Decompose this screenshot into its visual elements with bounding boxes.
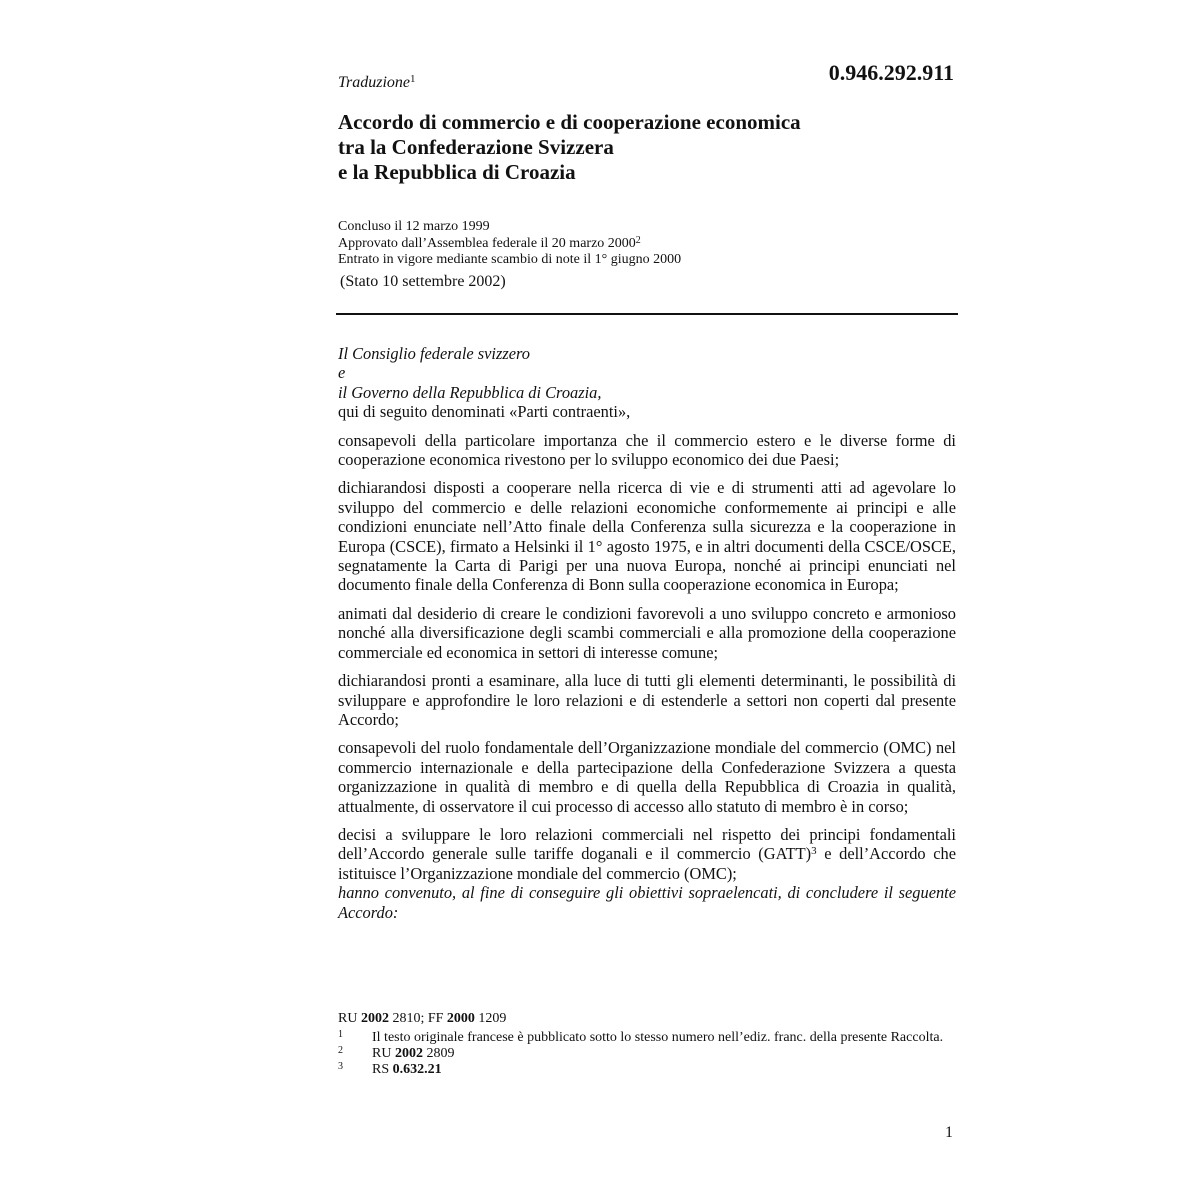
preamble-paragraph: consapevoli del ruolo fondamentale dell’Organizzazione mondiale del commercio (OMC) nel commercio internazionale e della partecipazione della Confederazione Svizzera a questa organizzazione in qualità di membro e di quella della Repubblica di Croazia in qualità, attualmente, di osservatore il cui processo di accesso allo statuto di membro è in corso; xyxy=(338,738,956,816)
footnote-ref-2[interactable]: 2 xyxy=(635,234,641,246)
preamble xyxy=(338,344,956,931)
footnote-ref-1[interactable]: 1 xyxy=(410,73,416,85)
footnote-ref-3[interactable]: 3 xyxy=(811,845,817,858)
footnote-2: 2 RU 2002 2809 xyxy=(338,1045,455,1061)
preamble-paragraph: animati dal desiderio di creare le condizioni favorevoli a uno sviluppo concreto e armonioso nonché alla diversificazione degli scambi commerciali e alla promozione della cooperazione commerciale ed economica in settori di interesse comune; xyxy=(338,603,956,662)
entry-into-force: Entrato in vigore mediante scambio di note il 1° giugno 2000 xyxy=(338,252,682,267)
parties-definition: qui di seguito denominati «Parti contraenti», xyxy=(338,402,631,422)
footnote-1: 1 Il testo originale francese è pubblicato sotto lo stesso numero nell’ediz. franc. della presente Raccolta. xyxy=(338,1029,944,1045)
approved-date: Approvato dall’Assemblea federale il 20 marzo 2000$^2$ xyxy=(338,234,641,251)
title-line: tra la Confederazione Svizzera xyxy=(338,135,614,159)
status-date: (Stato 10 settembre 2002) xyxy=(340,273,506,290)
document-meta xyxy=(338,219,958,269)
conjunction: e xyxy=(338,363,346,383)
sr-number: 0.946.292.911 xyxy=(828,60,954,85)
preamble-paragraph: decisi a sviluppare le loro relazioni commerciali nel rispetto dei principi fondamentali dell’Accordo generale sulle tariffe doganali e il commercio (GATT)$^3$ e dell’Accordo che istituisce l’Organizzazione mondiale del commercio (OMC); xyxy=(338,824,956,883)
header-divider xyxy=(336,313,958,315)
publication-reference: RU 2002 2810; FF 2000 1209 xyxy=(338,1011,507,1026)
title-line: e la Repubblica di Croazia xyxy=(338,160,576,184)
preamble-paragraph: consapevoli della particolare importanza che il commercio estero e le diverse forme di cooperazione economica rivestono per lo sviluppo economico dei due Paesi; xyxy=(338,430,956,470)
footnotes xyxy=(338,1030,958,1078)
preamble-paragraph: dichiarandosi pronti a esaminare, alla luce di tutti gli elementi determinanti, le possibilità di sviluppare e approfondire le loro relazioni e di estenderle a settori non coperti dal presente Accordo; xyxy=(338,671,956,729)
concluded-date: Concluso il 12 marzo 1999 xyxy=(338,219,490,234)
footnote-3: 3 RS 0.632.21 xyxy=(338,1061,442,1077)
page-number: 1 xyxy=(945,1124,953,1141)
title-line: Accordo di commercio e di cooperazione economica xyxy=(338,110,801,134)
translation-label: Traduzione$^1$ xyxy=(338,73,416,91)
party-swiss: Il Consiglio federale svizzero xyxy=(338,344,530,363)
document-title xyxy=(338,110,958,185)
preamble-paragraph: dichiarandosi disposti a cooperare nella ricerca di vie e di strumenti atti ad agevolare lo sviluppo del commercio e delle relazioni economiche conformemente ai principi e alle condizioni enunciate nell’Atto finale della Conferenza sulla sicurezza e la cooperazione in Europa (CSCE), firmato a Helsinki il 1° agosto 1975, e in altri documenti della CSCE/OSCE, segnatamente la Carta di Parigi per una nuova Europa, nonché ai principi enunciati nel documento finale della Conferenza di Bonn sulla cooperazione economica in Europa; xyxy=(338,478,956,595)
party-croatia: il Governo della Repubblica di Croazia, xyxy=(338,382,602,402)
closing-formula: hanno convenuto, al fine di conseguire gli obiettivi sopraelencati, di concludere il seguente Accordo: xyxy=(338,883,956,922)
